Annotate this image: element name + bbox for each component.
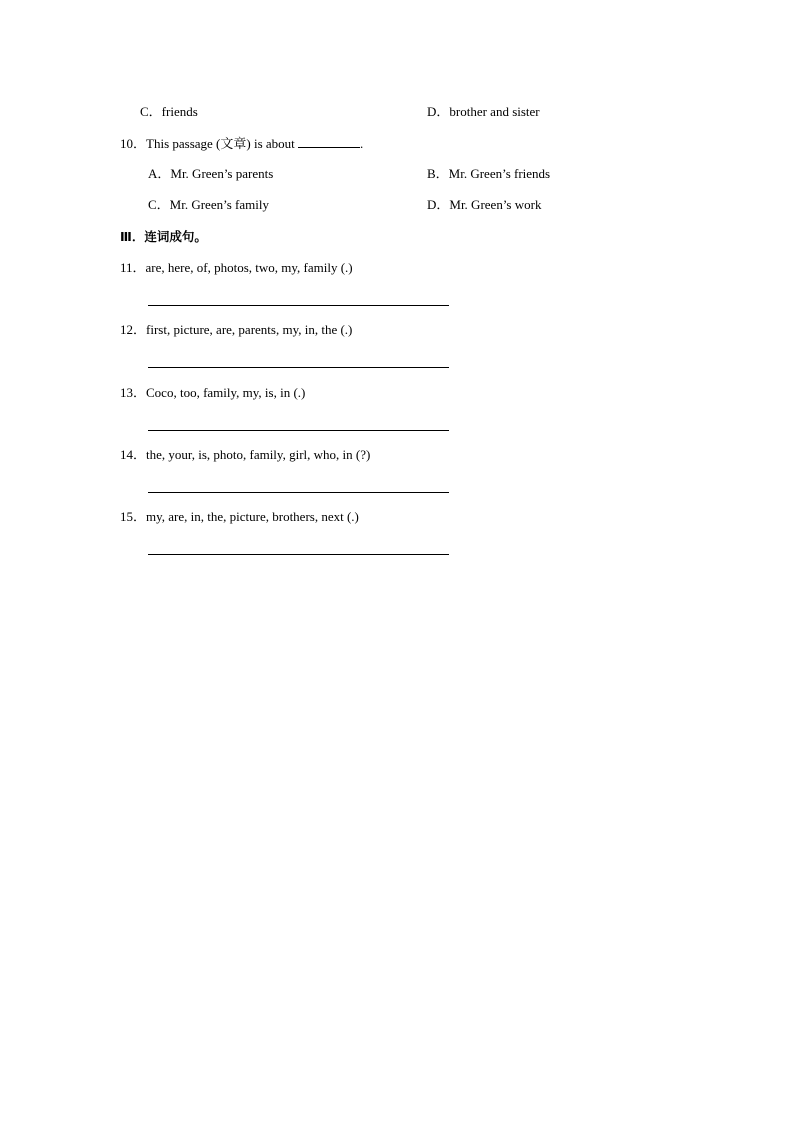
question-14-number: 14． [120, 447, 147, 462]
question-11 [120, 260, 353, 276]
question-11-number: 11． [120, 260, 146, 275]
question-12-text: first, picture, are, parents, my, in, the (.) [146, 322, 353, 337]
q10-stem-end: . [360, 136, 364, 151]
q10-option-a: A．Mr. Green’s parents [148, 166, 274, 181]
question-11-text: are, here, of, photos, two, my, family (.) [145, 260, 353, 275]
question-12-answer-line[interactable] [148, 367, 449, 368]
question-13-text: Coco, too, family, my, is, in (.) [146, 385, 306, 400]
question-13 [120, 385, 305, 401]
q10-option-c: C．Mr. Green’s family [148, 197, 269, 212]
question-14-answer-line[interactable] [148, 492, 449, 493]
question-13-number: 13． [120, 385, 147, 400]
question-12 [120, 322, 352, 338]
q10-answer-blank[interactable] [298, 135, 360, 148]
question-15-text: my, are, in, the, picture, brothers, next (.) [146, 509, 359, 524]
question-15-answer-line[interactable] [148, 554, 449, 555]
question-14-text: the, your, is, photo, family, girl, who, in (?) [146, 447, 371, 462]
question-12-number: 12． [120, 322, 147, 337]
question-15-number: 15． [120, 509, 147, 524]
q10-stem: This passage (文章) is about [146, 136, 299, 151]
q10-stem-row [120, 135, 363, 152]
question-11-answer-line[interactable] [148, 305, 449, 306]
q10-option-b: B．Mr. Green’s friends [427, 166, 551, 181]
question-13-answer-line[interactable] [148, 430, 449, 431]
section-3-heading: Ⅲ．连词成句。 [120, 229, 207, 244]
question-15 [120, 509, 359, 525]
question-14 [120, 447, 370, 463]
q9-option-d: D．brother and sister [427, 104, 540, 119]
q10-number: 10． [120, 136, 147, 151]
q10-option-d: D．Mr. Green’s work [427, 197, 542, 212]
q9-option-c: C．friends [140, 104, 198, 119]
